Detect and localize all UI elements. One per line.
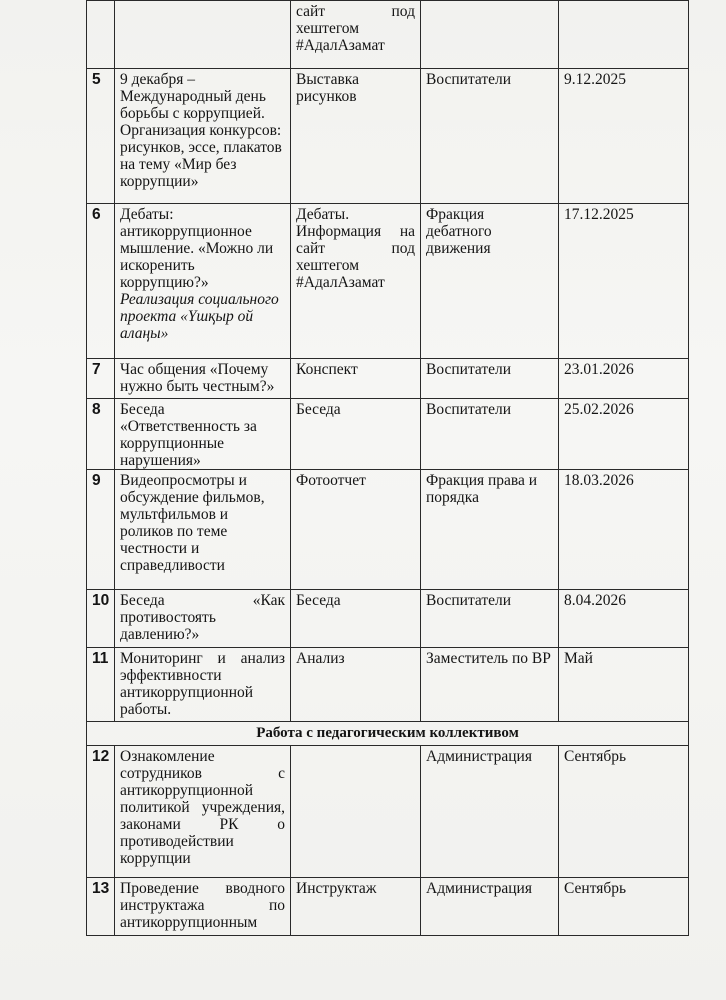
form-cell: Выставка рисунков: [291, 69, 421, 204]
responsible-cell: Фракция права и порядка: [421, 470, 559, 590]
table-row: [87, 359, 689, 399]
responsible-cell: Воспитатели: [421, 69, 559, 204]
form-cell: Фотоотчет: [291, 470, 421, 590]
event-cell: Проведение вводного инструктажа по антикоррупционным: [115, 878, 291, 936]
table-row: [87, 648, 689, 722]
table-row: [87, 470, 689, 590]
row-number: 8: [87, 399, 115, 470]
responsible-cell: Воспитатели: [421, 399, 559, 470]
row-number: 12: [87, 746, 115, 878]
form-cell: сайт под хештегом #АдалАзамат: [291, 1, 421, 69]
responsible-cell: Заместитель по ВР: [421, 648, 559, 722]
date-cell: 25.02.2026: [559, 399, 689, 470]
date-cell: 23.01.2026: [559, 359, 689, 399]
event-cell: Час общения «Почему нужно быть честным?»: [115, 359, 291, 399]
section-row: [87, 722, 689, 746]
responsible-cell: Администрация: [421, 878, 559, 936]
table-row: [87, 878, 689, 936]
event-cell: [115, 1, 291, 69]
row-number: [87, 1, 115, 69]
row-number: 13: [87, 878, 115, 936]
event-cell: Мониторинг и анализ эффективности антикоррупционной работы.: [115, 648, 291, 722]
form-cell: Конспект: [291, 359, 421, 399]
event-cell: Видеопросмотры и обсуждение фильмов, мультфильмов и роликов по теме честности и справедливости: [115, 470, 291, 590]
form-cell: Беседа: [291, 590, 421, 648]
date-cell: 8.04.2026: [559, 590, 689, 648]
section-title: Работа с педагогическим коллективом: [87, 722, 689, 746]
responsible-cell: Воспитатели: [421, 590, 559, 648]
form-cell: Анализ: [291, 648, 421, 722]
date-cell: Сентябрь: [559, 746, 689, 878]
responsible-cell: Фракция дебатного движения: [421, 204, 559, 359]
date-cell: [559, 1, 689, 69]
table-row: [87, 399, 689, 470]
row-number: 11: [87, 648, 115, 722]
plan-table: [86, 0, 689, 936]
date-cell: 18.03.2026: [559, 470, 689, 590]
row-number: 7: [87, 359, 115, 399]
form-cell: [291, 746, 421, 878]
date-cell: 9.12.2025: [559, 69, 689, 204]
event-cell: 9 декабря – Международный день борьбы с коррупцией. Организация конкурсов: рисунков, эссе, плакатов на тему «Мир без коррупции»: [115, 69, 291, 204]
row-number: 6: [87, 204, 115, 359]
responsible-cell: Воспитатели: [421, 359, 559, 399]
event-cell: [115, 204, 291, 359]
responsible-cell: Администрация: [421, 746, 559, 878]
table-row: [87, 590, 689, 648]
table-row: [87, 204, 689, 359]
date-cell: 17.12.2025: [559, 204, 689, 359]
date-cell: Сентябрь: [559, 878, 689, 936]
row-number: 9: [87, 470, 115, 590]
event-cell: Ознакомление сотрудников с антикоррупционной политикой учреждения, законами РК о противодействии коррупции: [115, 746, 291, 878]
form-cell: Беседа: [291, 399, 421, 470]
event-italic-note: Реализация социального проекта «Үшқыр ой алаңы»: [120, 291, 279, 342]
table-row: [87, 69, 689, 204]
date-cell: Май: [559, 648, 689, 722]
event-cell: Беседа «Как противостоять давлению?»: [115, 590, 291, 648]
responsible-cell: [421, 1, 559, 69]
form-cell: Дебаты. Информация на сайт под хештегом #АдалАзамат: [291, 204, 421, 359]
table-row: [87, 1, 689, 69]
event-text: Дебаты: антикоррупционное мышление. «Можно ли искоренить коррупцию?»: [120, 206, 274, 291]
event-cell: Беседа «Ответственность за коррупционные нарушения»: [115, 399, 291, 470]
row-number: 5: [87, 69, 115, 204]
form-cell: Инструктаж: [291, 878, 421, 936]
table-row: [87, 746, 689, 878]
row-number: 10: [87, 590, 115, 648]
